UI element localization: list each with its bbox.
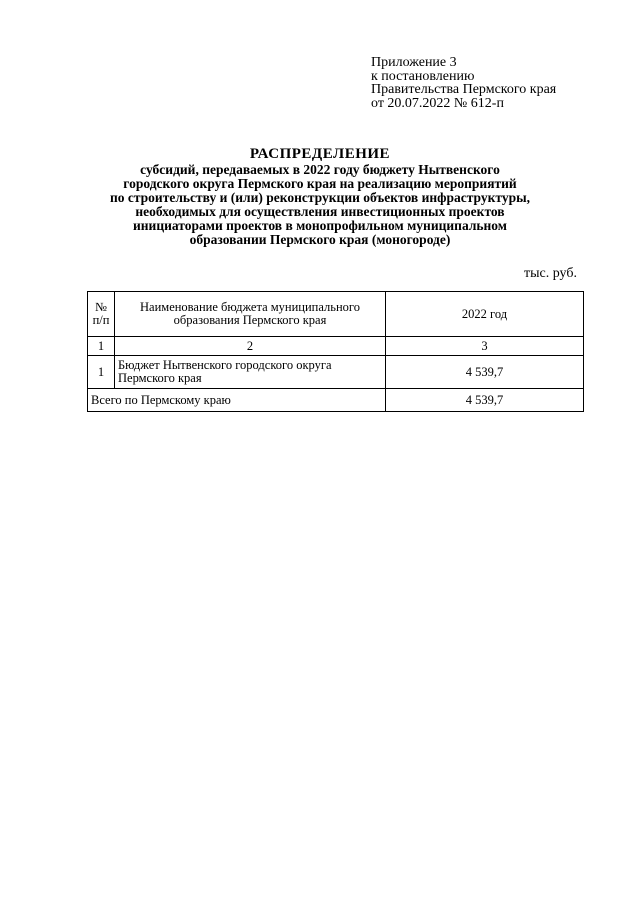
- table-total-row: [88, 389, 584, 412]
- approval-block: [371, 56, 556, 110]
- distribution-table: [87, 291, 584, 412]
- approval-line-1: Приложение 3: [371, 55, 457, 70]
- approval-line-4: от 20.07.2022 № 612-п: [371, 95, 504, 111]
- subtitle-line-1: субсидий, передаваемых в 2022 году бюджету Нытвенского: [140, 162, 500, 177]
- row-num: 1: [88, 356, 115, 389]
- total-value: 4 539,7: [386, 389, 584, 412]
- approval-line-3: Правительства Пермского края: [371, 82, 557, 97]
- row-budget-name: Бюджет Нытвенского городского округа Пермского края: [115, 356, 386, 389]
- subtitle-line-3: по строительству и (или) реконструкции объектов инфраструктуры,: [109, 190, 531, 205]
- total-label: Всего по Пермскому краю: [88, 389, 386, 412]
- approval-line-2: к постановлению: [371, 68, 475, 84]
- header-year: 2022 год: [386, 292, 584, 337]
- row-value: 4 539,7: [386, 356, 584, 389]
- subtitle-line-5: инициаторами проектов в монопрофильном муниципальном: [133, 218, 507, 233]
- table-row: [88, 356, 584, 389]
- document-subtitle: [100, 163, 540, 247]
- header-name: Наименование бюджета муниципального образования Пермского края: [115, 292, 386, 337]
- subtitle-line-6: образовании Пермского края (моногороде): [189, 232, 451, 247]
- subtitle-line-4: необходимых для осуществления инвестиционных проектов: [135, 204, 505, 219]
- document-title: РАСПРЕДЕЛЕНИЕ: [249, 146, 391, 162]
- index-cell-2: 2: [115, 337, 386, 356]
- index-cell-1: 1: [88, 337, 115, 356]
- header-num: № п/п: [88, 292, 115, 337]
- table-header-row: [88, 292, 584, 337]
- units-label: тыс. руб.: [524, 266, 577, 281]
- index-cell-3: 3: [386, 337, 584, 356]
- subtitle-line-2: городского округа Пермского края на реализацию мероприятий: [123, 176, 517, 191]
- table-index-row: [88, 337, 584, 356]
